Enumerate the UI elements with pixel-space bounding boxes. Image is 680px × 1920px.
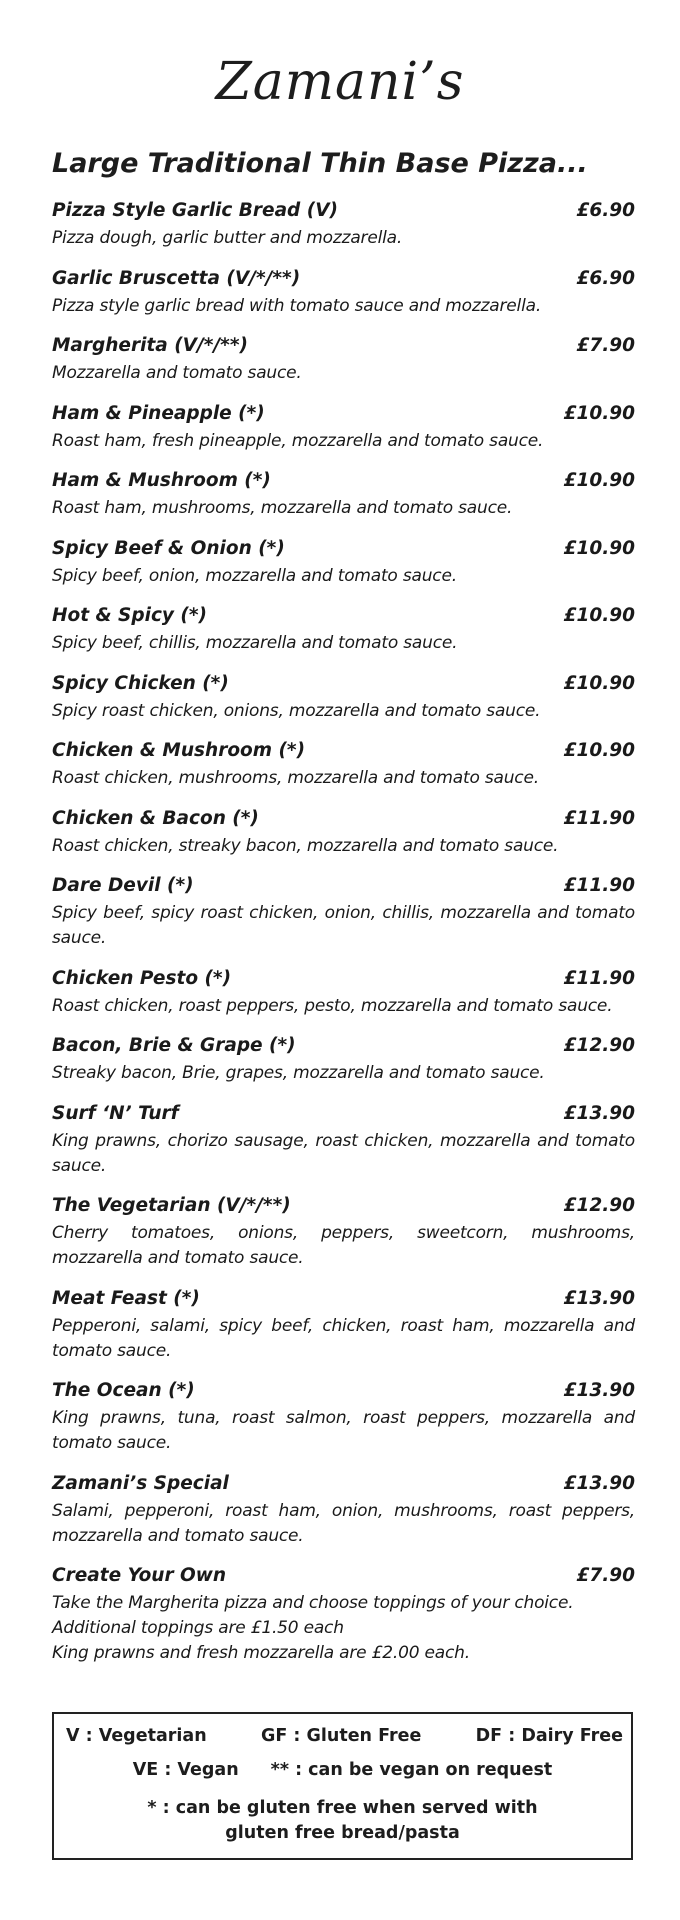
menu-item-name: Chicken Pesto (*) [52,967,232,989]
menu-item [52,1565,635,1666]
legend-vegan: VE : Vegan [132,1760,239,1780]
menu-item-description: Pizza style garlic bread with tomato sauce and mozzarella. [52,295,542,316]
menu-item-description: Roast ham, mushrooms, mozzarella and tomato sauce. [52,498,513,518]
menu-item-header [52,875,635,901]
restaurant-title: Zamani’s [215,52,465,112]
legend-row-1 [66,1726,623,1746]
menu-item-header [52,470,635,496]
menu-item [52,538,635,589]
menu-item [52,605,635,656]
menu-item-name: Dare Devil (*) [52,875,194,896]
menu-item-description: Cherry tomatoes, onions, peppers, sweetcorn, mushrooms, mozzarella and tomato sauce. [52,1223,635,1268]
menu-item-price: £10.90 [563,470,635,491]
menu-item-header [52,268,635,294]
legend-dairy-free: DF : Dairy Free [475,1726,623,1746]
menu-item-header [52,538,635,564]
menu-item-price: £10.90 [563,740,635,761]
menu-item-price: £7.90 [576,335,635,356]
menu-item-price: £11.90 [563,807,635,829]
menu-item-price: £10.90 [563,672,635,694]
menu-list [52,200,635,1683]
menu-item [52,673,635,724]
menu-item-name: Surf ‘N’ Turf [52,1102,179,1124]
menu-item-name: Garlic Bruscetta (V/*/**) [52,267,301,289]
legend-gluten-free-note [54,1796,631,1846]
menu-item-name: Spicy Chicken (*) [52,672,229,694]
legend-gluten-free-note-line-2: gluten free bread/pasta [225,1823,460,1843]
menu-item-description: Pizza dough, garlic butter and mozzarella. [52,228,403,248]
menu-item-description: Spicy beef, spicy roast chicken, onion, chillis, mozzarella and tomato sauce. [52,903,635,948]
menu-item-price: £6.90 [576,200,635,221]
menu-item-header [52,1473,635,1499]
menu-item [52,1035,635,1086]
menu-item [52,740,635,791]
menu-item [52,335,635,386]
menu-item-description: Streaky bacon, Brie, grapes, mozzarella and tomato sauce. [52,1063,545,1083]
menu-item [52,968,635,1019]
menu-item-name: Chicken & Bacon (*) [52,807,259,829]
menu-item-description: Salami, pepperoni, roast ham, onion, mushrooms, roast peppers, mozzarella and tomato sauce. [52,1500,635,1546]
menu-item [52,808,635,859]
menu-item-name: The Vegetarian (V/*/**) [52,1195,291,1216]
menu-item-name: The Ocean (*) [52,1380,195,1401]
menu-item-price: £7.90 [576,1565,635,1586]
menu-item-name: Ham & Pineapple (*) [52,402,265,424]
menu-item-header [52,1288,635,1314]
menu-item-description: King prawns, chorizo sausage, roast chicken, mozzarella and tomato sauce. [52,1130,635,1176]
menu-item-price: £10.90 [563,605,635,626]
menu-item-price: £11.90 [563,875,635,896]
legend-row-2 [54,1760,631,1780]
menu-item-name: Hot & Spicy (*) [52,605,208,626]
menu-item-name: Bacon, Brie & Grape (*) [52,1035,296,1056]
menu-item [52,1473,635,1549]
menu-item-description: Spicy roast chicken, onions, mozzarella and tomato sauce. [52,700,541,721]
menu-item-price: £13.90 [563,1472,635,1494]
menu-item-header [52,1035,635,1061]
menu-item-description: Roast chicken, streaky bacon, mozzarella and tomato sauce. [52,835,559,856]
section-heading: Large Traditional Thin Base Pizza... [52,148,588,179]
menu-item-header [52,605,635,631]
menu-item-header [52,673,635,699]
menu-item-name: Ham & Mushroom (*) [52,470,271,491]
menu-item [52,1288,635,1364]
menu-item-price: £13.90 [563,1380,635,1401]
menu-item-price: £13.90 [563,1287,635,1309]
menu-item-price: £10.90 [563,537,635,559]
menu-item-description-line: King prawns and fresh mozzarella are £2.00 each. [52,1643,470,1663]
menu-item [52,1380,635,1456]
menu-item-description: Mozzarella and tomato sauce. [52,363,302,383]
legend-gluten-free-note-line-1: * : can be gluten free when served with [147,1798,538,1818]
menu-item [52,875,635,951]
menu-item-price: £13.90 [563,1102,635,1124]
menu-item-price: £6.90 [576,267,635,289]
menu-item-header [52,740,635,766]
menu-item-description: Roast chicken, mushrooms, mozzarella and tomato sauce. [52,768,539,788]
menu-item-description: King prawns, tuna, roast salmon, roast peppers, mozzarella and tomato sauce. [52,1408,635,1453]
menu-item-name: Pizza Style Garlic Bread (V) [52,200,338,221]
menu-item-name: Meat Feast (*) [52,1287,200,1309]
menu-item-name: Margherita (V/*/**) [52,335,248,356]
menu-item [52,1195,635,1271]
menu-item-name: Chicken & Mushroom (*) [52,740,306,761]
menu-item-description: Pepperoni, salami, spicy beef, chicken, roast ham, mozzarella and tomato sauce. [52,1315,635,1361]
legend-vegetarian: V : Vegetarian [66,1726,207,1746]
menu-item [52,268,635,319]
legend-vegan-on-request: ** : can be vegan on request [270,1760,553,1780]
menu-item [52,403,635,454]
menu-item-header [52,1195,635,1221]
menu-item-description-line: Additional toppings are £1.50 each [52,1618,344,1638]
menu-item [52,200,635,251]
menu-item-price: £12.90 [563,1035,635,1056]
menu-item [52,1103,635,1179]
menu-item-header [52,808,635,834]
menu-item-name: Spicy Beef & Onion (*) [52,537,285,559]
menu-item-header [52,1565,635,1591]
menu-item-description: Spicy beef, chillis, mozzarella and tomato sauce. [52,633,458,653]
menu-item-price: £11.90 [563,967,635,989]
menu-item-description: Spicy beef, onion, mozzarella and tomato sauce. [52,565,457,586]
menu-item-header [52,200,635,226]
menu-item-description: Roast ham, fresh pineapple, mozzarella and tomato sauce. [52,430,544,451]
menu-item-header [52,1380,635,1406]
menu-item-description: Roast chicken, roast peppers, pesto, mozzarella and tomato sauce. [52,995,613,1016]
menu-item-header [52,1103,635,1129]
menu-item [52,470,635,521]
menu-item-price: £12.90 [563,1195,635,1216]
menu-item-name: Create Your Own [52,1565,227,1586]
menu-item-header [52,968,635,994]
dietary-legend-box [52,1712,633,1860]
menu-item-description-line: Take the Margherita pizza and choose toppings of your choice. [52,1593,574,1613]
menu-item-header [52,335,635,361]
legend-gluten-free: GF : Gluten Free [261,1726,422,1746]
menu-item-price: £10.90 [563,402,635,424]
menu-item-header [52,403,635,429]
menu-item-name: Zamani’s Special [52,1472,229,1494]
